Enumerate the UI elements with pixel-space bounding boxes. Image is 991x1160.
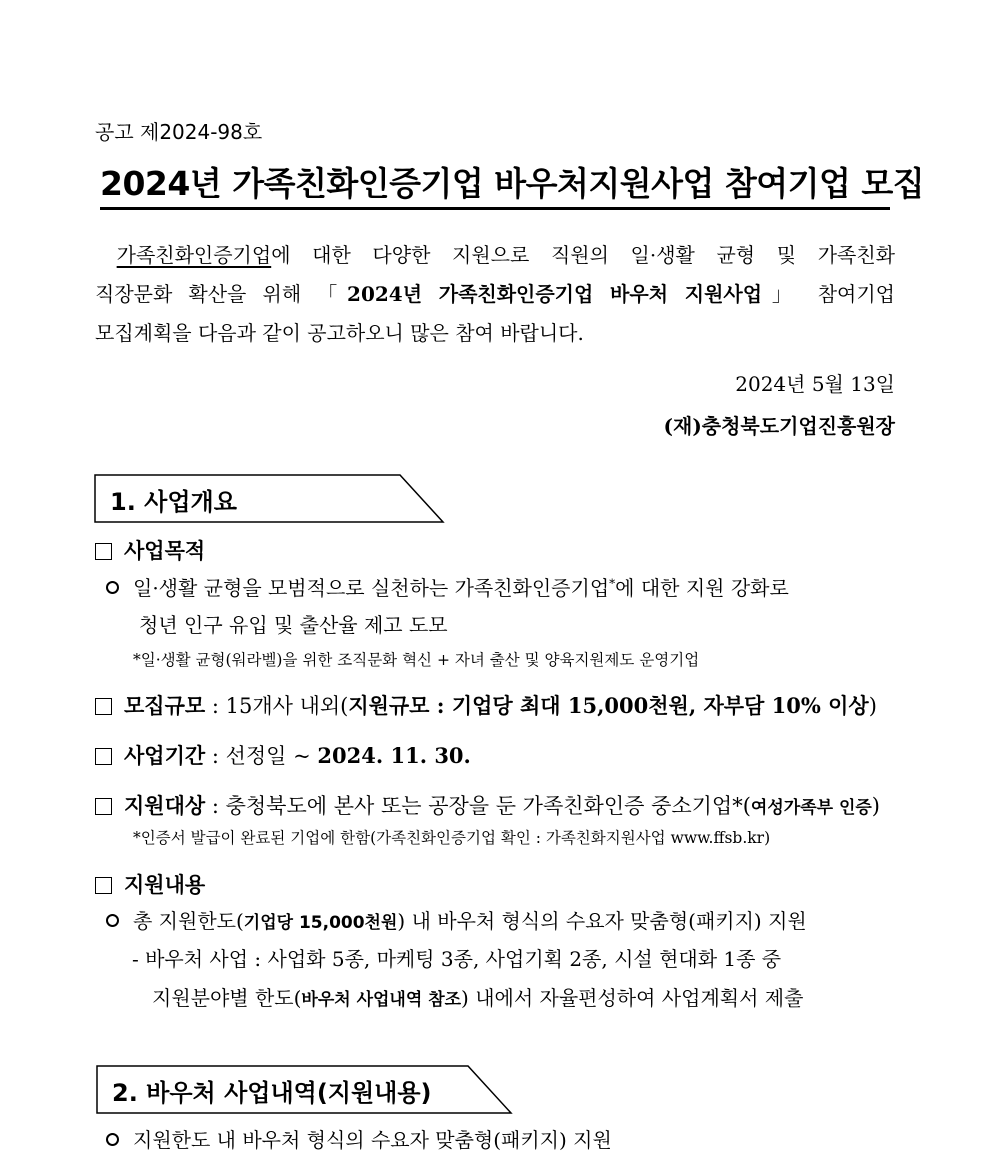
section-2-bullet-text: 지원한도 내 바우처 형식의 수요자 맞춤형(패키지) 지원 xyxy=(133,1128,612,1152)
content-dash-emphasis: 바우처 사업내역 참조 xyxy=(301,990,462,1010)
circle-bullet-icon xyxy=(106,581,119,594)
intro-paragraph xyxy=(95,236,895,353)
intro-line-2 xyxy=(95,275,895,314)
section-2-bullet xyxy=(106,1124,612,1153)
target-close: ) xyxy=(871,794,880,818)
intro-line-3: 모집계획을 다음과 같이 공고하오니 많은 참여 바랍니다. xyxy=(95,321,584,345)
scale-close: ) xyxy=(868,694,877,718)
section-1-title: 1. 사업개요 xyxy=(110,488,237,516)
content-dash-pre: 지원분야별 한도( xyxy=(152,986,302,1010)
period-separator: : xyxy=(205,744,226,768)
scale-heading xyxy=(95,690,877,720)
scale-detail: 지원규모 : 기업당 최대 15,000천원, 자부담 10% 이상 xyxy=(348,693,869,718)
square-bullet-icon xyxy=(95,698,112,715)
scale-separator: : xyxy=(205,694,226,718)
section-1-header xyxy=(94,474,446,520)
target-heading xyxy=(95,790,880,820)
purpose-bullet-line-2: 청년 인구 유입 및 출산율 제고 도모 xyxy=(139,613,448,637)
content-bullet-post: ) 내 바우처 형식의 수요자 맞춤형(패키지) 지원 xyxy=(397,909,807,933)
circle-bullet-icon xyxy=(106,914,119,927)
target-detail: 여성가족부 인증 xyxy=(750,798,872,818)
intro-line-1-text: 에 대한 다양한 지원으로 직원의 일·생활 균형 및 가족친화 xyxy=(271,243,896,267)
purpose-bullet xyxy=(106,572,789,601)
notice-number: 공고 제2024-98호 xyxy=(95,120,263,144)
square-bullet-icon xyxy=(95,877,112,894)
square-bullet-icon xyxy=(95,543,112,560)
intro-line-2-post: 」 참여기업 xyxy=(762,282,895,306)
intro-line-2-pre: 직장문화 확산을 위해 「 xyxy=(95,282,348,306)
circle-bullet-icon xyxy=(106,1133,119,1146)
content-dash-line-2 xyxy=(152,982,803,1011)
purpose-heading-text: 사업목적 xyxy=(124,538,206,563)
scale-heading-text: 모집규모 xyxy=(124,693,206,718)
content-heading xyxy=(95,869,205,899)
content-dash-post: ) 내에서 자율편성하여 사업계획서 제출 xyxy=(461,986,804,1010)
purpose-note: *일·생활 균형(워라벨)을 위한 조직문화 혁신 + 자녀 출산 및 양육지원제도 운영기업 xyxy=(133,651,700,669)
content-dash-line-1: - 바우처 사업 : 사업화 5종, 마케팅 3종, 사업기획 2종, 시설 현대화 1종 중 xyxy=(132,947,782,971)
content-bullet xyxy=(106,905,807,934)
purpose-bullet-text-a: 일·생활 균형을 모범적으로 실천하는 가족친화인증기업 xyxy=(133,576,610,600)
intro-program-name: 2024년 가족친화인증기업 바우처 지원사업 xyxy=(347,282,763,306)
scale-value: 15개사 내외( xyxy=(225,694,349,718)
purpose-footnote-mark: * xyxy=(609,576,616,591)
square-bullet-icon xyxy=(95,748,112,765)
purpose-heading xyxy=(95,535,205,565)
intro-line-1 xyxy=(95,236,895,275)
target-value: 충청북도에 본사 또는 공장을 둔 가족친화인증 중소기업*( xyxy=(225,794,751,818)
section-2-title: 2. 바우처 사업내역(지원내용) xyxy=(112,1079,432,1107)
content-heading-text: 지원내용 xyxy=(124,872,206,897)
content-bullet-emphasis: 기업당 15,000천원 xyxy=(243,913,398,933)
intro-emphasis: 가족친화인증기업 xyxy=(116,243,272,267)
issuing-agency: (재)충청북도기업진흥원장 xyxy=(663,414,895,438)
period-value: 선정일 ~ xyxy=(225,744,318,768)
target-note: *인증서 발급이 완료된 기업에 한함(가족친화인증기업 확인 : 가족친화지원사업 www.ffsb.kr) xyxy=(133,829,771,847)
document-title-text: 2024년 가족친화인증기업 바우처지원사업 참여기업 모집 xyxy=(100,158,890,210)
target-separator: : xyxy=(205,794,226,818)
document-title xyxy=(95,158,925,210)
notice-date: 2024년 5월 13일 xyxy=(735,372,895,396)
section-2-header xyxy=(96,1065,514,1111)
period-heading-text: 사업기간 xyxy=(124,743,206,768)
period-end-date: 2024. 11. 30. xyxy=(317,743,471,768)
square-bullet-icon xyxy=(95,798,112,815)
period-heading xyxy=(95,740,471,770)
purpose-bullet-text-b: 에 대한 지원 강화로 xyxy=(615,576,789,600)
target-heading-text: 지원대상 xyxy=(124,793,206,818)
content-bullet-pre: 총 지원한도( xyxy=(133,909,244,933)
